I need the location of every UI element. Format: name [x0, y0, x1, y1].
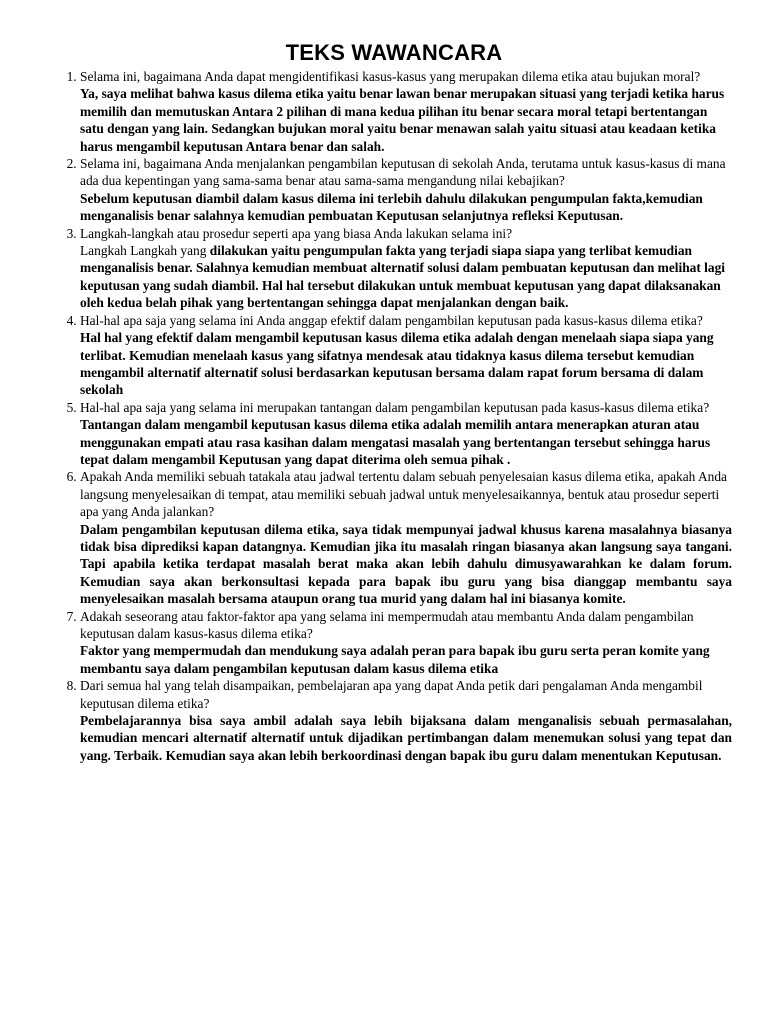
page-title: TEKS WAWANCARA: [285, 40, 503, 65]
answer-body: Faktor yang mempermudah dan mendukung saya adalah peran para bapak ibu guru serta peran komite yang membantu saya dalam pengambilan keputusan dalam kasus dilema etika: [80, 643, 710, 676]
answer-body: Dalam pengambilan keputusan dilema etika, saya tidak mempunyai jadwal khusus karena masalahnya biasanya tidak bisa diprediksi kapan datangnya. Kemudian jika itu masalah ringan biasanya akan langsung saya tangani. Tapi apabila ketika terdapat masalah berat maka akan lebih dahulu dimusyawarahkan ke dalam forum. Kemudian saya akan berkonsultasi kepada para bapak ibu guru yang bisa dianggap membantu saya menyelesaikan masalah bersama ataupun orang tua murid yang dalam hal ini biasanya komite.: [80, 521, 732, 607]
answer-text: [80, 712, 732, 764]
question-text: 8. Dari semua hal yang telah disampaikan, pembelajaran apa yang dapat Anda petik dari pengalaman Anda mengambil keputusan dilema etika?: [80, 678, 703, 711]
interview-item-6: [80, 468, 732, 607]
answer-text: [80, 190, 732, 225]
interview-item-3: [80, 225, 732, 312]
answer-body: Ya, saya melihat bahwa kasus dilema etika yaitu benar lawan benar merupakan situasi yang terjadi ketika harus memilih dan memutuskan Antara 2 pilihan di mana kedua pilihan itu benar secara moral tetapi bertentangan satu dengan yang lain. Sedangkan bujukan moral yaitu benar menawan salah yaitu situasi atau keadaan ketika harus mengambil keputusan Antara benar dan salah.: [80, 86, 725, 154]
answer-text: [80, 329, 732, 399]
interview-item-5: [80, 399, 732, 469]
interview-item-8: [80, 677, 732, 764]
question-text: 2. Selama ini, bagaimana Anda menjalankan pengambilan keputusan di sekolah Anda, terutama untuk kasus-kasus di mana ada dua kepentingan yang sama-sama benar atau sama-sama mengandung nilai kebajikan?: [80, 156, 726, 189]
question-text: 7. Adakah seseorang atau faktor-faktor apa yang selama ini mempermudah atau membantu Anda dalam pengambilan keputusan dalam kasus-kasus dilema etika?: [80, 608, 694, 641]
answer-text: [80, 416, 732, 468]
answer-body: Hal hal yang efektif dalam mengambil keputusan kasus dilema etika adalah dengan menelaah siapa siapa yang terlibat. Kemudian menelaah kasus yang sifatnya mendesak atau tidaknya kasus dilema tersebut kemudian mengambil alternatif alternatif solusi berdasarkan keputusan bersama dalam rapat forum bersama di dalam sekolah: [80, 330, 714, 398]
answer-body: dilakukan yaitu pengumpulan fakta yang terjadi siapa siapa yang terlibat kemudian menganalisis benar. Salahnya kemudian membuat alternatif solusi dalam pembuatan keputusan dan melihat lagi keputusan yang sudah diambil. Hal hal tersebut dilakukan untuk membuat keputusan yang dapat dilaksanakan oleh kedua belah pihak yang bertentangan sehingga dapat menjalankan dengan baik.: [80, 243, 725, 311]
question-text: 5. Hal-hal apa saja yang selama ini merupakan tantangan dalam pengambilan keputusan pada kasus-kasus dilema etika?: [80, 399, 710, 415]
answer-text: [80, 642, 732, 677]
interview-list: [56, 68, 732, 764]
question-text: 3. Langkah-langkah atau prosedur seperti apa yang biasa Anda lakukan selama ini?: [80, 225, 513, 241]
interview-item-1: [80, 68, 732, 155]
answer-text: [80, 521, 732, 608]
question-text: 6. Apakah Anda memiliki sebuah tatakala atau jadwal tertentu dalam sebuah penyelesaian kasus dilema etika, apakah Anda langsung menyelesaikan di tempat, atau memiliki sebuah jadwal untuk menyelesaikannya, bentuk atau prosedur seperti apa yang Anda jalankan?: [80, 469, 727, 520]
interview-item-2: [80, 155, 732, 225]
answer-text: [80, 242, 732, 312]
answer-text: [80, 85, 732, 155]
question-text: 4. Hal-hal apa saja yang selama ini Anda anggap efektif dalam pengambilan keputusan pada kasus-kasus dilema etika?: [80, 312, 703, 328]
answer-lead: Langkah Langkah yang: [80, 243, 210, 259]
answer-body: Tantangan dalam mengambil keputusan kasus dilema etika adalah memilih antara menerapkan aturan atau menggunakan empati atau rasa kasihan dalam mengatasi masalah yang bertentangan tersebut sehingga harus tepat dalam mengambil Keputusan yang dapat diterima oleh semua pihak .: [80, 417, 711, 467]
question-text: 1. Selama ini, bagaimana Anda dapat mengidentifikasi kasus-kasus yang merupakan dilema etika atau bujukan moral?: [80, 69, 701, 84]
interview-item-4: [80, 312, 732, 399]
interview-item-7: [80, 608, 732, 678]
answer-body: Sebelum keputusan diambil dalam kasus dilema ini terlebih dahulu dilakukan pengumpulan fakta,kemudian menganalisis benar salahnya kemudian pembuatan Keputusan selanjutnya refleksi Keputusan.: [80, 190, 703, 224]
answer-body: Pembelajarannya bisa saya ambil adalah saya lebih bijaksana dalam menganalisis sebuah permasalahan, kemudian mencari alternatif alternatif untuk dijadikan pertimbangan dalam menemukan solusi yang tepat dan yang. Terbaik. Kemudian saya akan lebih berkoordinasi dengan bapak ibu guru dalam menentukan Keputusan.: [80, 713, 732, 763]
